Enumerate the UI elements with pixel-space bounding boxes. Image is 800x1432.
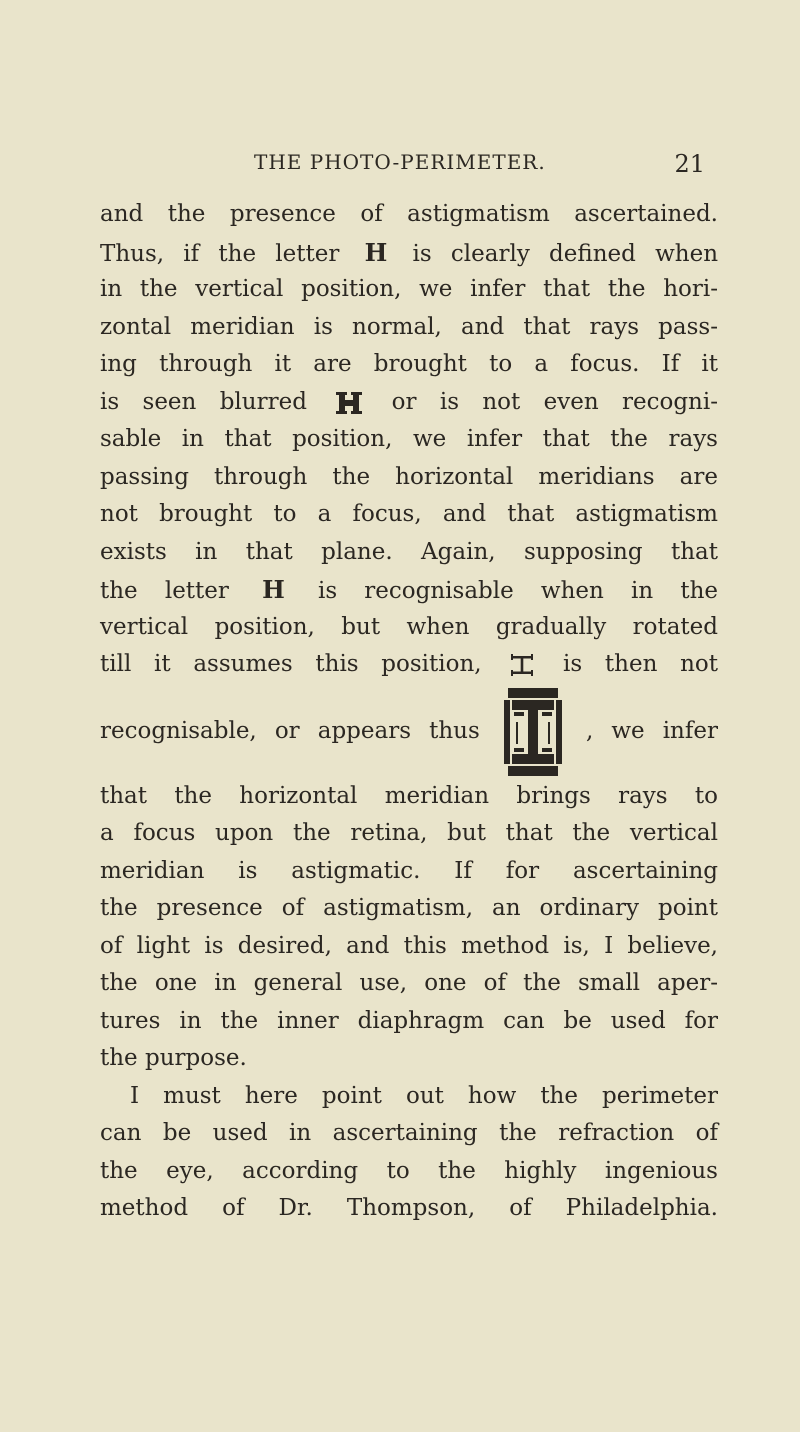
astigmatic-h-icon [504, 686, 562, 778]
text-line: meridian is astigmatic. If for ascertaining [100, 857, 718, 884]
body-text [100, 196, 718, 1228]
text-line: recognisable, or appears thus , we infer [100, 684, 718, 778]
letter-h-glyph: H [262, 575, 285, 604]
text-line: I must here point out how the perimeter [130, 1082, 718, 1109]
text-line: of light is desired, and this method is, I believe, [100, 932, 718, 959]
text-line: in the vertical position, we infer that the hori- [100, 276, 718, 302]
page-number: 21 [674, 150, 705, 178]
text-line: exists in that plane. Again, supposing that [100, 538, 718, 565]
text-line: the one in general use, one of the small aper- [100, 970, 718, 996]
running-head [100, 150, 705, 180]
text-line: is seen blurred or is not even recogni- [100, 388, 718, 415]
text-line: not brought to a focus, and that astigmatism [100, 501, 718, 527]
text-line: the presence of astigmatism, an ordinary point [100, 895, 718, 921]
text-line: zontal meridian is normal, and that rays pass- [100, 313, 718, 340]
text-line: the letter H is recognisable when in the [100, 571, 718, 609]
text-line: passing through the horizontal meridians are [100, 463, 718, 490]
text-line: method of Dr. Thompson, of Philadelphia. [100, 1195, 718, 1221]
letter-h-glyph: H [364, 237, 388, 267]
text-line: and the presence of astigmatism ascertained. [100, 201, 718, 227]
text-line: a focus upon the retina, but that the vertical [100, 820, 718, 846]
text-line: can be used in ascertaining the refraction of [100, 1120, 718, 1146]
text-line: the eye, according to the highly ingenious [100, 1157, 718, 1184]
text-line: till it assumes this position, is then not [100, 651, 719, 677]
text-line: vertical position, but when gradually rotated [100, 613, 718, 640]
text-line: sable in that position, we infer that the rays [100, 426, 718, 452]
text-line: that the horizontal meridian brings rays to [100, 782, 718, 809]
blurred-h-icon [336, 390, 362, 416]
running-title: THE PHOTO-PERIMETER. [254, 150, 546, 174]
text-line: the purpose. [100, 1045, 247, 1071]
text-line: tures in the inner diaphragm can be used for [100, 1007, 718, 1034]
text-line: Thus, if the letter H is clearly defined when [100, 234, 718, 272]
rotated-h-icon [510, 653, 534, 677]
text-line: ing through it are brought to a focus. If it [100, 351, 718, 377]
